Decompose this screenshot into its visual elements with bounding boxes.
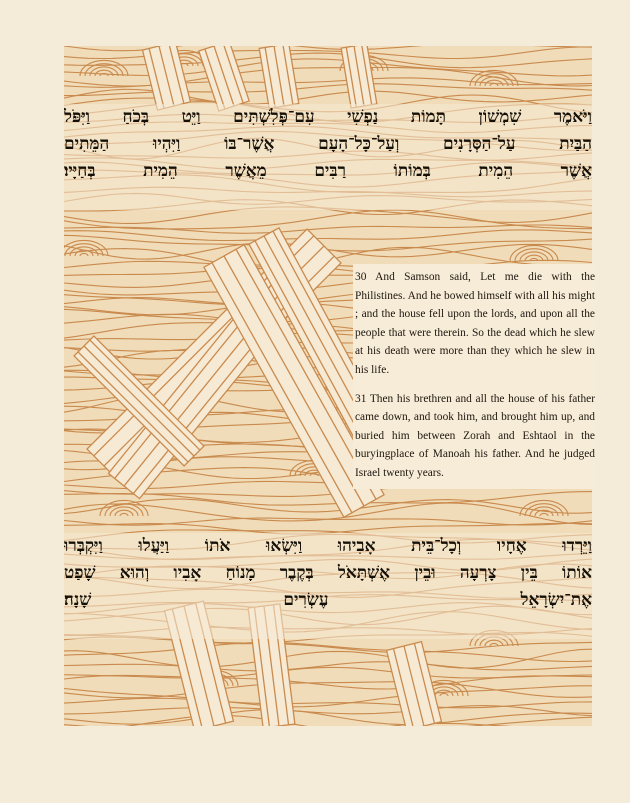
hebrew-line: אֶת־יִשְׂרָאֵל עֶשְׂרִים שָׁנָה׃ (64, 590, 592, 610)
verse-31: 31 Then his brethren and all the house of his father came down, and took him, and brought him up, and buried him between Zorah and Eshtaol in the buryingplace of Manoah his father. And he judged Israel twenty years. (355, 392, 595, 479)
swirl-curve (520, 252, 548, 261)
wave-line (64, 706, 592, 716)
english-text (353, 264, 595, 489)
wave-line (64, 235, 592, 251)
swirl-curve (100, 73, 108, 76)
hebrew-line: אוֹתוֹ בֵּין צָרְעָה וּבֵין אֶשְׁתָּאֹל בְּקֶבֶר מָנוֹחַ אָבִיו וְהוּא שָׁפַט (64, 563, 592, 583)
swirl-curve (110, 507, 138, 516)
wave-line (64, 210, 592, 229)
hebrew-verse-30 (64, 104, 592, 210)
hebrew-line: וַיֵּרְדוּ אֶחָיו וְכָל־בֵּית אָבִיהוּ וַיִּשְׂאוּ אֹתוֹ וַיַּעֲלוּ וַיִּקְבְּרוּ (64, 536, 592, 556)
wave-line (64, 230, 592, 241)
hebrew-verse-31 (64, 533, 592, 639)
hebrew-line: הַבַּיִת עַל־הַסְּרָנִים וְעַל־כָּל־הָעָם אֲשֶׁר־בּוֹ וַיִּהְיוּ הַמֵּתִים (64, 134, 592, 154)
wave-line (64, 89, 592, 104)
swirl-curve (540, 513, 548, 516)
hebrew-line: אֲשֶׁר הֵמִית בְּמוֹתוֹ רַבִּים מֵאֲשֶׁר הֵמִית בְּחַיָּיו׃ (64, 161, 592, 181)
swirl-curve (120, 513, 128, 516)
hebrew-line: וַיֹּאמֶר שִׁמְשׁוֹן תָּמוֹת נַפְשִׁי עִם־פְּלִשְׁתִּים וַיֵּט בְּכֹחַ וַיִּפֹּל (64, 107, 592, 127)
wave-line (64, 686, 592, 707)
swirl-curve (80, 253, 88, 256)
verse-30: 30 And Samson said, Let me die with the Philistines. And he bowed himself with all his might ; and the house fell upon the lords, and upon all the people that were therein. So the dead which he slew at his death were more than they which he slew in his life. (355, 271, 595, 376)
swirl-curve (490, 83, 498, 86)
swirl-curve (440, 693, 448, 696)
wave-line (64, 698, 592, 708)
